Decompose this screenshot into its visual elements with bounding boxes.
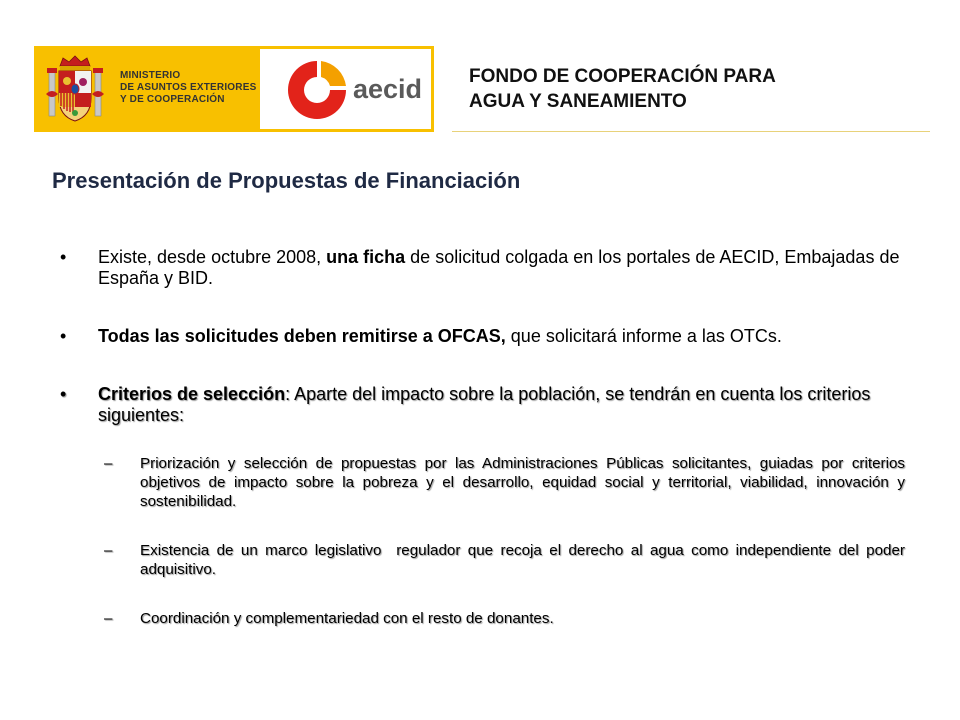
ministry-name [120, 70, 256, 106]
bullet-text-rest: de solicitud colgada en los portales de AECID, Embajadas de España y BID. [98, 247, 900, 288]
bullet-marker: • [60, 326, 67, 346]
bullet-text-rest: que solicitará informe a las OTCs. [505, 326, 782, 346]
page-title: Presentación de Propuestas de Financiación [52, 168, 521, 193]
aecid-c-logo-icon [284, 57, 350, 123]
bullet-emphasis: Todas las solicitudes deben remitirse a OFCAS, [98, 326, 506, 346]
sub-item-marker: – [104, 542, 113, 559]
sub-item [60, 609, 905, 628]
sub-item-marker: – [104, 455, 113, 472]
aecid-wordmark: aecid [353, 74, 423, 104]
ministry-line-3: Y DE COOPERACIÓN [120, 94, 225, 105]
bullet-item [60, 247, 905, 289]
sub-item-text: Coordinación y complementariedad con el resto de donantes. [140, 610, 554, 627]
fund-title-line-1: FONDO DE COOPERACIÓN PARA [469, 66, 776, 87]
sub-item-marker: – [104, 610, 113, 627]
bullet-marker: • [60, 247, 67, 267]
bullet-emphasis: Criterios de selección [98, 384, 286, 404]
slide-content [60, 247, 910, 658]
fund-title-line-2: AGUA Y SANEAMIENTO [469, 91, 687, 112]
bullet-item [60, 326, 905, 347]
spain-coat-of-arms-icon [44, 54, 106, 124]
ministry-logo [34, 46, 257, 132]
bullet-text: Existe, desde octubre 2008, [98, 247, 327, 267]
fund-title [469, 64, 776, 114]
sub-item [60, 541, 910, 579]
bullet-emphasis: una ficha [326, 247, 406, 267]
ministry-line-1: MINISTERIO [120, 70, 181, 81]
ministry-line-2: DE ASUNTOS EXTERIORES [120, 82, 257, 93]
aecid-logo [260, 49, 431, 129]
bullet-text-rest: : Aparte del impacto sobre la población, se tendrán en cuenta los criterios siguientes: [98, 384, 871, 425]
header-logo-block [34, 46, 434, 132]
bullet-marker: • [60, 384, 67, 404]
bullet-item [60, 384, 905, 426]
header-divider [452, 131, 930, 132]
sub-item-text: Priorización y selección de propuestas por las Administraciones Públicas solicitantes, guiadas por criterios objetivos de impacto sobre la pobreza y el desarrollo, equidad social y territorial, viabilidad, innovación y sostenibilidad. [140, 455, 905, 510]
sub-item [60, 454, 905, 511]
sub-item-text: Existencia de un marco legislativo regulador que recoja el derecho al agua como independiente del poder adquisitivo. [140, 542, 910, 578]
